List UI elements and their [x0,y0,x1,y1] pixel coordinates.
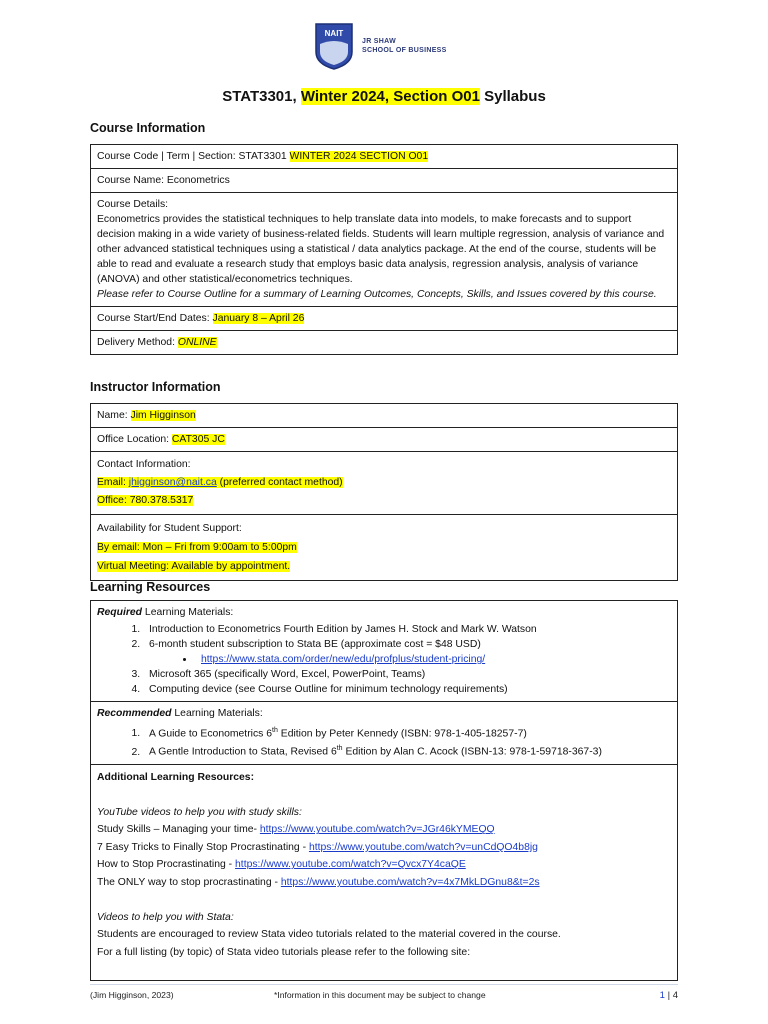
nait-logo [314,22,447,70]
required-materials-row: Required Learning Materials: 1. Introduction to Econometrics Fourth Edition by James H. Stock and Mark W. Watson 2. 6-month student subscription to Stata BE (approximate cost = $48 USD) • https://www.stata.com/order/new/edu/profplus/student-pricing/ 3. Microsoft 365 (specifically Word, Excel, PowerPoint, Teams) 4. Computing device (see Course Outline for minimum technology requirements) [91,601,677,701]
nait-shield-icon [314,22,354,70]
footer-disclaimer: *Information in this document may be subject to change [274,990,486,1000]
course-code-row: Course Code | Term | Section: STAT3301 WINTER 2024 SECTION O01 [97,151,429,162]
required-item: 2. 6-month student subscription to Stata BE (approximate cost = $48 USD) • https://www.stata.com/order/new/edu/profplus/student-pricing/ [143,637,671,667]
footer-author: (Jim Higginson, 2023) [90,990,174,1000]
course-details-row: Course Details: Econometrics provides the statistical techniques to help translate data into models, to make forecasts and to support decision making in a wide variety of business-related fields. Students will learn multiple regression, analysis of variance and other advanced statistical techniques using a statistical / data analytics package. At the end of the course, students will be able to read and evaluate a research study that employs basic data analysis, regression analysis, analysis of variance (ANOVA) and other statistical/econometrics techniques. Please refer to Course Outline for a summary of Learning Outcomes, Concepts, Skills, and Issues covered by this course. [91,192,677,306]
page-title: STAT3301, Winter 2024, Section O01 Syllabus [222,88,546,105]
video-item: 7 Easy Tricks to Finally Stop Procrastinating - https://www.youtube.com/watch?v=unCdQO4b8jg [97,841,538,853]
availability-row: Availability for Student Support: By email: Mon – Fri from 9:00am to 5:00pm Virtual Meeting: Available by appointment. [91,514,677,580]
office-location-row: Office Location: CAT305 JC [91,427,677,451]
course-name-row: Course Name: Econometrics [91,168,677,192]
additional-resources-row: Additional Learning Resources: YouTube videos to help you with study skills: Study Skills – Managing your time- https://www.youtube.com/watch?v=JGr46kYMEQQ 7 Easy Tricks to Finally Stop Procrastinating - https://www.youtube.com/watch?v=unCdQO4b8jg How to Stop Procrastinating - https://www.youtube.com/watch?v=Qvcx7Y4caQE The ONLY way to stop procrastinating - https://www.youtube.com/watch?v=4x7MkLDGnu8&t=2s Videos to help you with Stata: Students are encouraged to review Stata video tutorials related to the material covered in the course. For a full listing (by topic) of Stata video tutorials please refer to the following site: [91,764,677,980]
video-item: The ONLY way to stop procrastinating - https://www.youtube.com/watch?v=4x7MkLDGnu8&t=2s [97,876,540,888]
required-item: 1. Introduction to Econometrics Fourth Edition by James H. Stock and Mark W. Watson [143,622,671,637]
page-number: 1 | 4 [659,990,678,1001]
video-link[interactable]: https://www.youtube.com/watch?v=4x7MkLDGnu8&t=2s [280,876,540,888]
title-term-section: Winter 2024, Section O01 [300,88,480,105]
course-details-text: Econometrics provides the statistical techniques to help translate data into models, to make forecasts and to support decision making in a wide variety of business-related fields. Students will learn multiple regression, analysis of variance and other advanced statistical techniques using a statistical / data analytics package. At the end of the course, students will be able to read and evaluate a research study that employs basic data analysis, regression analysis, analysis of variance (ANOVA) and other statistical/econometrics techniques. [97,214,665,285]
required-item: 4. Computing device (see Course Outline for minimum technology requirements) [143,682,671,697]
course-dates-row: Course Start/End Dates: January 8 – April 26 [91,306,677,330]
contact-info-row: Contact Information: Email: jhigginson@nait.ca (preferred contact method) Office: 780.378.5317 [91,451,677,514]
instructor-email-link[interactable]: jhigginson@nait.ca [128,477,217,488]
instructor-name-row: Name: Jim Higginson [97,410,196,421]
instructor-table [90,403,678,581]
video-link[interactable]: https://www.youtube.com/watch?v=JGr46kYMEQQ [259,824,495,836]
logo-line2: SCHOOL OF BUSINESS [362,47,447,54]
office-phone: Office: 780.378.5317 [97,495,194,506]
video-item: Study Skills – Managing your time- https://www.youtube.com/watch?v=JGr46kYMEQQ [97,824,495,836]
delivery-method-row: Delivery Method: ONLINE [91,330,677,354]
logo-line1: JR SHAW [362,38,396,45]
video-item: How to Stop Procrastinating - https://www.youtube.com/watch?v=Qvcx7Y4caQE [97,859,466,871]
instructor-heading: Instructor Information [90,380,221,394]
stata-pricing-link[interactable]: https://www.stata.com/order/new/edu/profplus/student-pricing/ [201,654,486,665]
course-info-heading: Course Information [90,121,206,135]
video-link[interactable]: https://www.youtube.com/watch?v=unCdQO4b8jg [308,841,538,853]
course-info-table [90,144,678,355]
logo-badge: NAIT [324,29,344,38]
video-link[interactable]: https://www.youtube.com/watch?v=Qvcx7Y4caQE [235,859,466,871]
recommended-item: 1. A Guide to Econometrics 6th Edition by Peter Kennedy (ISBN: 978-1-405-18257-7) [143,723,671,741]
resources-heading: Learning Resources [90,580,211,594]
resources-table [90,600,678,981]
recommended-item: 2. A Gentle Introduction to Stata, Revised 6th Edition by Alan C. Acock (ISBN-13: 978-1-59718-367-3) [143,741,671,759]
course-details-note: Please refer to Course Outline for a summary of Learning Outcomes, Concepts, Skills, and Issues covered by this course. [97,289,657,300]
required-item: 3. Microsoft 365 (specifically Word, Excel, PowerPoint, Teams) [143,667,671,682]
recommended-materials-row: Recommended Learning Materials: 1. A Guide to Econometrics 6th Edition by Peter Kennedy (ISBN: 978-1-405-18257-7) 2. A Gentle Introduction to Stata, Revised 6th Edition by Alan C. Acock (ISBN-13: 978-1-59718-367-3) [91,701,677,764]
